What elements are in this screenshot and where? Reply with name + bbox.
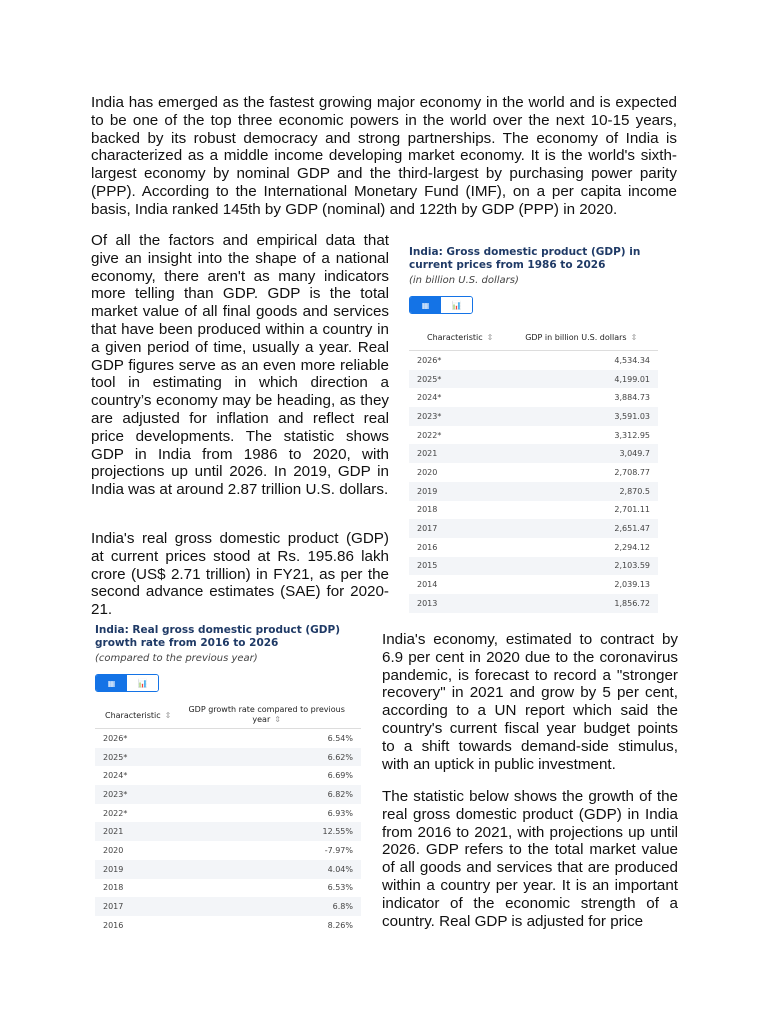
table-view-icon[interactable]: ▦ <box>96 675 127 691</box>
year-cell: 2016 <box>103 920 124 930</box>
value-cell: 6.8% <box>172 897 361 916</box>
value-cell: 6.54% <box>327 733 353 743</box>
table-row <box>409 501 658 520</box>
year-cell: 2026* <box>417 355 442 365</box>
value-cell: 6.69% <box>327 771 353 781</box>
real-gdp-paragraph: India's real gross domestic product (GDP) at current prices stood at Rs. 195.86 lakh crore (US$ 2.71 trillion) in FY21, as per the second advance estimates (SAE) for 2020-21. <box>91 530 389 619</box>
characteristic-header[interactable]: Characteristic ⇕ <box>409 324 507 351</box>
year-cell: 2025* <box>409 370 507 389</box>
value-cell: 6.93% <box>327 808 353 818</box>
value-cell: 4,534.34 <box>614 355 650 365</box>
table-row <box>409 594 658 613</box>
table-row <box>95 916 361 935</box>
value-cell: 2,870.5 <box>507 482 658 501</box>
value-cell: 6.53% <box>327 883 353 893</box>
year-cell: 2014 <box>417 580 438 590</box>
table-row <box>95 729 361 748</box>
value-cell: 2,708.77 <box>614 467 650 477</box>
table-row <box>95 766 361 785</box>
gdp-value-header[interactable]: GDP in billion U.S. dollars ⇕ <box>507 324 658 351</box>
value-cell: 2,103.59 <box>507 557 658 576</box>
value-cell: 1,856.72 <box>507 594 658 613</box>
table-row <box>409 444 658 463</box>
growth-value-header[interactable]: GDP growth rate compared to previous year ⇕ <box>172 702 361 729</box>
year-cell: 2025* <box>95 748 172 767</box>
year-cell: 2017 <box>409 519 507 538</box>
value-cell: 12.55% <box>172 822 361 841</box>
year-cell: 2024* <box>417 393 442 403</box>
characteristic-header[interactable]: Characteristic ⇕ <box>95 702 172 729</box>
sort-icon[interactable]: ⇕ <box>274 715 281 724</box>
year-cell: 2021 <box>409 444 507 463</box>
year-cell: 2017 <box>95 897 172 916</box>
table-row <box>409 407 658 426</box>
sort-icon[interactable]: ⇕ <box>164 710 172 720</box>
view-toggle <box>95 674 159 692</box>
value-cell: 3,591.03 <box>507 407 658 426</box>
year-cell: 2022* <box>103 808 128 818</box>
year-cell: 2018 <box>417 505 438 515</box>
table-row <box>409 351 658 370</box>
growth-table <box>95 702 361 935</box>
year-cell: 2021 <box>95 822 172 841</box>
growth-statistic-title: India: Real gross domestic product (GDP) growth rate from 2016 to 2026 <box>95 624 341 649</box>
table-row <box>409 426 658 445</box>
gdp-table <box>409 324 658 613</box>
year-cell: 2018 <box>103 883 124 893</box>
table-row <box>95 897 361 916</box>
view-toggle <box>409 296 473 314</box>
value-cell: -7.97% <box>324 845 353 855</box>
year-cell: 2023* <box>95 785 172 804</box>
value-cell: 2,651.47 <box>507 519 658 538</box>
sort-icon[interactable]: ⇕ <box>630 332 638 342</box>
value-cell: 4.04% <box>172 860 361 879</box>
contract-paragraph: India's economy, estimated to contract by 6.9 per cent in 2020 due to the coronavirus pandemic, is forecast to record a "stronger recovery" in 2021 and grow by 5 per cent, according to a UN report which said the country's current fiscal year budget points to a shift towards demand-side stimulus, with an uptick in public investment. <box>382 631 678 773</box>
value-cell: 6.62% <box>172 748 361 767</box>
table-row <box>409 463 658 482</box>
gdp-statistic-panel <box>409 246 658 613</box>
value-cell: 8.26% <box>327 920 353 930</box>
chart-view-icon[interactable]: 📊 <box>441 297 472 313</box>
year-cell: 2013 <box>409 594 507 613</box>
table-row <box>409 519 658 538</box>
year-cell: 2019 <box>409 482 507 501</box>
value-cell: 3,884.73 <box>614 393 650 403</box>
sort-icon[interactable]: ⇕ <box>486 332 494 342</box>
growth-statistic-panel <box>95 624 361 935</box>
value-cell: 2,294.12 <box>614 542 650 552</box>
intro-paragraph: India has emerged as the fastest growing major economy in the world and is expected to be one of the top three economic powers in the world over the next 10-15 years, backed by its robust democracy and strong partnerships. The economy of India is characterized as a middle income developing market economy. It is the world's sixth-largest economy by nominal GDP and the third-largest by purchasing power parity (PPP). According to the International Monetary Fund (IMF), on a per capita income basis, India ranked 145th by GDP (nominal) and 122th by GDP (PPP) in 2020. <box>91 94 677 218</box>
table-row <box>409 538 658 557</box>
table-row <box>409 388 658 407</box>
chart-view-icon[interactable]: 📊 <box>127 675 158 691</box>
growth-statistic-subtitle: (compared to the previous year) <box>95 653 258 664</box>
year-cell: 2015 <box>409 557 507 576</box>
gdp-factors-paragraph: Of all the factors and empirical data that give an insight into the shape of a national economy, there aren't as many indicators more telling than GDP. GDP is the total market value of all final goods and services that have been produced within a country in a given period of time, usually a year. Real GDP figures serve as an even more reliable tool in estimating in which direction a country’s economy may be heading, as they are adjusted for inflation and reflect real price developments. The statistic shows GDP in India from 1986 to 2020, with projections up until 2026. In 2019, GDP in India was at around 2.87 trillion U.S. dollars. <box>91 232 389 499</box>
year-cell: 2019 <box>95 860 172 879</box>
table-row <box>95 841 361 860</box>
table-row <box>409 482 658 501</box>
gdp-statistic-subtitle: (in billion U.S. dollars) <box>409 275 519 286</box>
value-cell: 2,039.13 <box>614 580 650 590</box>
table-row <box>409 575 658 594</box>
value-cell: 6.82% <box>172 785 361 804</box>
table-row <box>409 370 658 389</box>
table-row <box>409 557 658 576</box>
value-cell: 3,049.7 <box>507 444 658 463</box>
value-cell: 3,312.95 <box>614 430 650 440</box>
year-cell: 2024* <box>103 771 128 781</box>
table-row <box>95 822 361 841</box>
table-row <box>95 785 361 804</box>
year-cell: 2026* <box>103 733 128 743</box>
growth-paragraph: The statistic below shows the growth of the real gross domestic product (GDP) in India from 2016 to 2021, with projections up until 2026. GDP refers to the total market value of all goods and services that are produced within a country per year. It is an important indicator of the economic strength of a country. Real GDP is adjusted for price <box>382 788 678 930</box>
gdp-statistic-title: India: Gross domestic product (GDP) in current prices from 1986 to 2026 <box>409 246 641 271</box>
table-row <box>95 748 361 767</box>
table-view-icon[interactable]: ▦ <box>410 297 441 313</box>
value-cell: 2,701.11 <box>614 505 650 515</box>
table-row <box>95 879 361 898</box>
year-cell: 2020 <box>417 467 438 477</box>
value-cell: 4,199.01 <box>507 370 658 389</box>
year-cell: 2023* <box>409 407 507 426</box>
table-row <box>95 860 361 879</box>
year-cell: 2020 <box>103 845 124 855</box>
year-cell: 2022* <box>417 430 442 440</box>
year-cell: 2016 <box>417 542 438 552</box>
table-row <box>95 804 361 823</box>
